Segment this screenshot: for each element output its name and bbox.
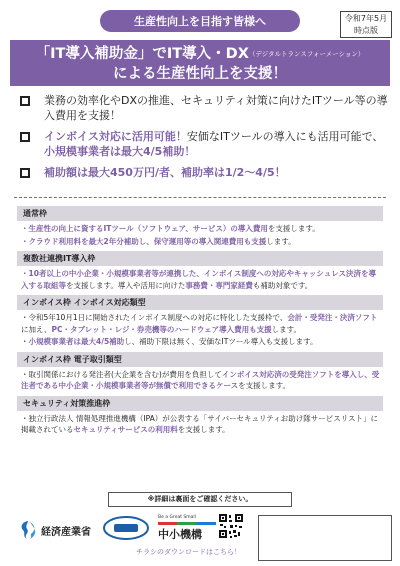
qr-code-icon[interactable] — [218, 513, 244, 539]
key-point-text — [44, 93, 390, 123]
body-text: を支援します。 — [267, 224, 320, 233]
highlight-text: 小規模事業者は最大4/5補助 — [28, 337, 125, 346]
section-paragraph — [21, 336, 381, 348]
highlight-text: インボイス対応済の受発注ソフトを導入し、受注者である中小企業・小規模事業者等が無償で利用できるケース — [21, 369, 380, 390]
section-paragraph — [21, 312, 381, 335]
highlight-text: 補助額は最大450万円/者、補助率は1/2〜4/5！ — [44, 166, 286, 179]
title-main: 「IT導入補助金」でIT導入・DX — [35, 46, 249, 62]
body-text: ・取引関係における発注者(大企業を含む)が費用を負担して — [21, 369, 222, 379]
square-bullet-icon — [20, 96, 30, 106]
footer — [0, 513, 400, 566]
highlight-text: 小規模事業者は最大4/5補助！ — [44, 145, 196, 158]
square-bullet-icon — [20, 168, 30, 178]
section-header: インボイス枠 電子取引類型 — [17, 352, 383, 367]
download-link[interactable]: チラシのダウンロードはこちら！ — [136, 548, 241, 556]
version-line: 時点版 — [354, 26, 378, 35]
square-bullet-icon — [20, 132, 30, 142]
meti-name: 経済産業省 — [41, 527, 91, 538]
body-text: します。 — [266, 236, 296, 246]
section-paragraph — [21, 369, 381, 392]
highlight-text: ・10者以上の中小企業・小規模事業者等が連携した、インボイス制度への対応やキャッシュレス決済を導入する取組等 — [21, 269, 376, 290]
smrj-tagline: Be a Great Small — [158, 515, 196, 520]
title-band — [10, 40, 390, 86]
section-body — [17, 367, 383, 392]
section-paragraph — [21, 268, 381, 291]
smrj-name: 中小機構 — [158, 528, 202, 541]
smrj-color-stripe — [158, 522, 216, 525]
body-text: 業務の効率化やDXの推進、セキュリティ対策に向けたITツール等の導入費用を支援！ — [44, 94, 388, 122]
section-paragraph — [21, 236, 381, 248]
date-line: 令和7年5月 — [344, 14, 388, 23]
section-body — [17, 221, 383, 247]
highlight-text: セキュリティサービスの利用料 — [73, 425, 178, 434]
key-points — [20, 93, 390, 186]
body-text: します。 — [271, 324, 301, 334]
section-paragraph — [21, 223, 381, 235]
body-text: ・独立行政法人 情報処理推進機構（IPA）が公表する「サイバーセキュリティお助け隊サービスリスト」に掲載されている — [21, 413, 379, 434]
section-body — [17, 310, 383, 348]
key-point-text — [44, 129, 390, 159]
body-text: ・ — [21, 337, 29, 346]
detail-note: ※詳細は裏面をご確認ください。 — [108, 492, 292, 507]
section-body — [17, 266, 383, 291]
key-point — [20, 129, 390, 159]
body-text: し、補助下限は無く、安価なITツール導入も支援します。 — [124, 337, 318, 346]
section-paragraph — [21, 413, 381, 436]
body-text: を支援します。 — [177, 425, 230, 434]
highlight-text: インボイス対応に活用可能！ — [44, 130, 187, 143]
section-header: 複数社連携IT導入枠 — [17, 251, 383, 266]
key-point — [20, 93, 390, 123]
dashed-divider — [14, 197, 386, 198]
section-header: セキュリティ対策推進枠 — [17, 396, 383, 411]
key-point-text — [44, 165, 390, 180]
body-text: 安価なITツールの導入にも活用可能で、 — [186, 130, 384, 143]
sme-agency-logo-icon — [102, 515, 150, 541]
highlight-text: ・生産性の向上に資するITツール（ソフトウェア、サービス）の導入費用 — [21, 224, 268, 233]
section-header: 通常枠 — [17, 206, 383, 221]
title-line-2: による生産性向上を支援！ — [113, 66, 287, 82]
highlight-text: 事務費・専門家経費 — [185, 280, 253, 290]
contact-blank-box — [258, 515, 392, 561]
body-text: ・令和5年10月1日に開始されたインボイス制度への対応に特化した支援枠で、 — [21, 313, 288, 322]
body-text: を支援します。導入や活用に向けた — [66, 280, 186, 290]
title-line-1 — [10, 40, 390, 64]
body-text: も補助対象です。 — [252, 280, 313, 290]
meti-logo-icon — [18, 520, 38, 540]
support-categories — [17, 202, 383, 437]
body-text: を支援します。 — [238, 381, 291, 390]
body-text: に加え、 — [21, 324, 52, 334]
section-body — [17, 411, 383, 436]
highlight-text: 会計・受発注・決済ソフト — [287, 313, 378, 322]
key-point — [20, 165, 390, 180]
title-parenthetical: （デジタルトランスフォーメーション） — [248, 50, 365, 58]
section-header: インボイス枠 インボイス対応類型 — [17, 295, 383, 310]
version-date-box — [340, 11, 392, 38]
highlight-text: ・クラウド利用料を最大2年分補助し、保守運用等の導入関連費用も支援 — [21, 236, 267, 246]
highlight-text: PC・タブレット・レジ・券売機等のハードウェア導入費用も支援 — [51, 324, 272, 334]
top-banner-pill: 生産性向上を目指す皆様へ — [100, 10, 300, 32]
